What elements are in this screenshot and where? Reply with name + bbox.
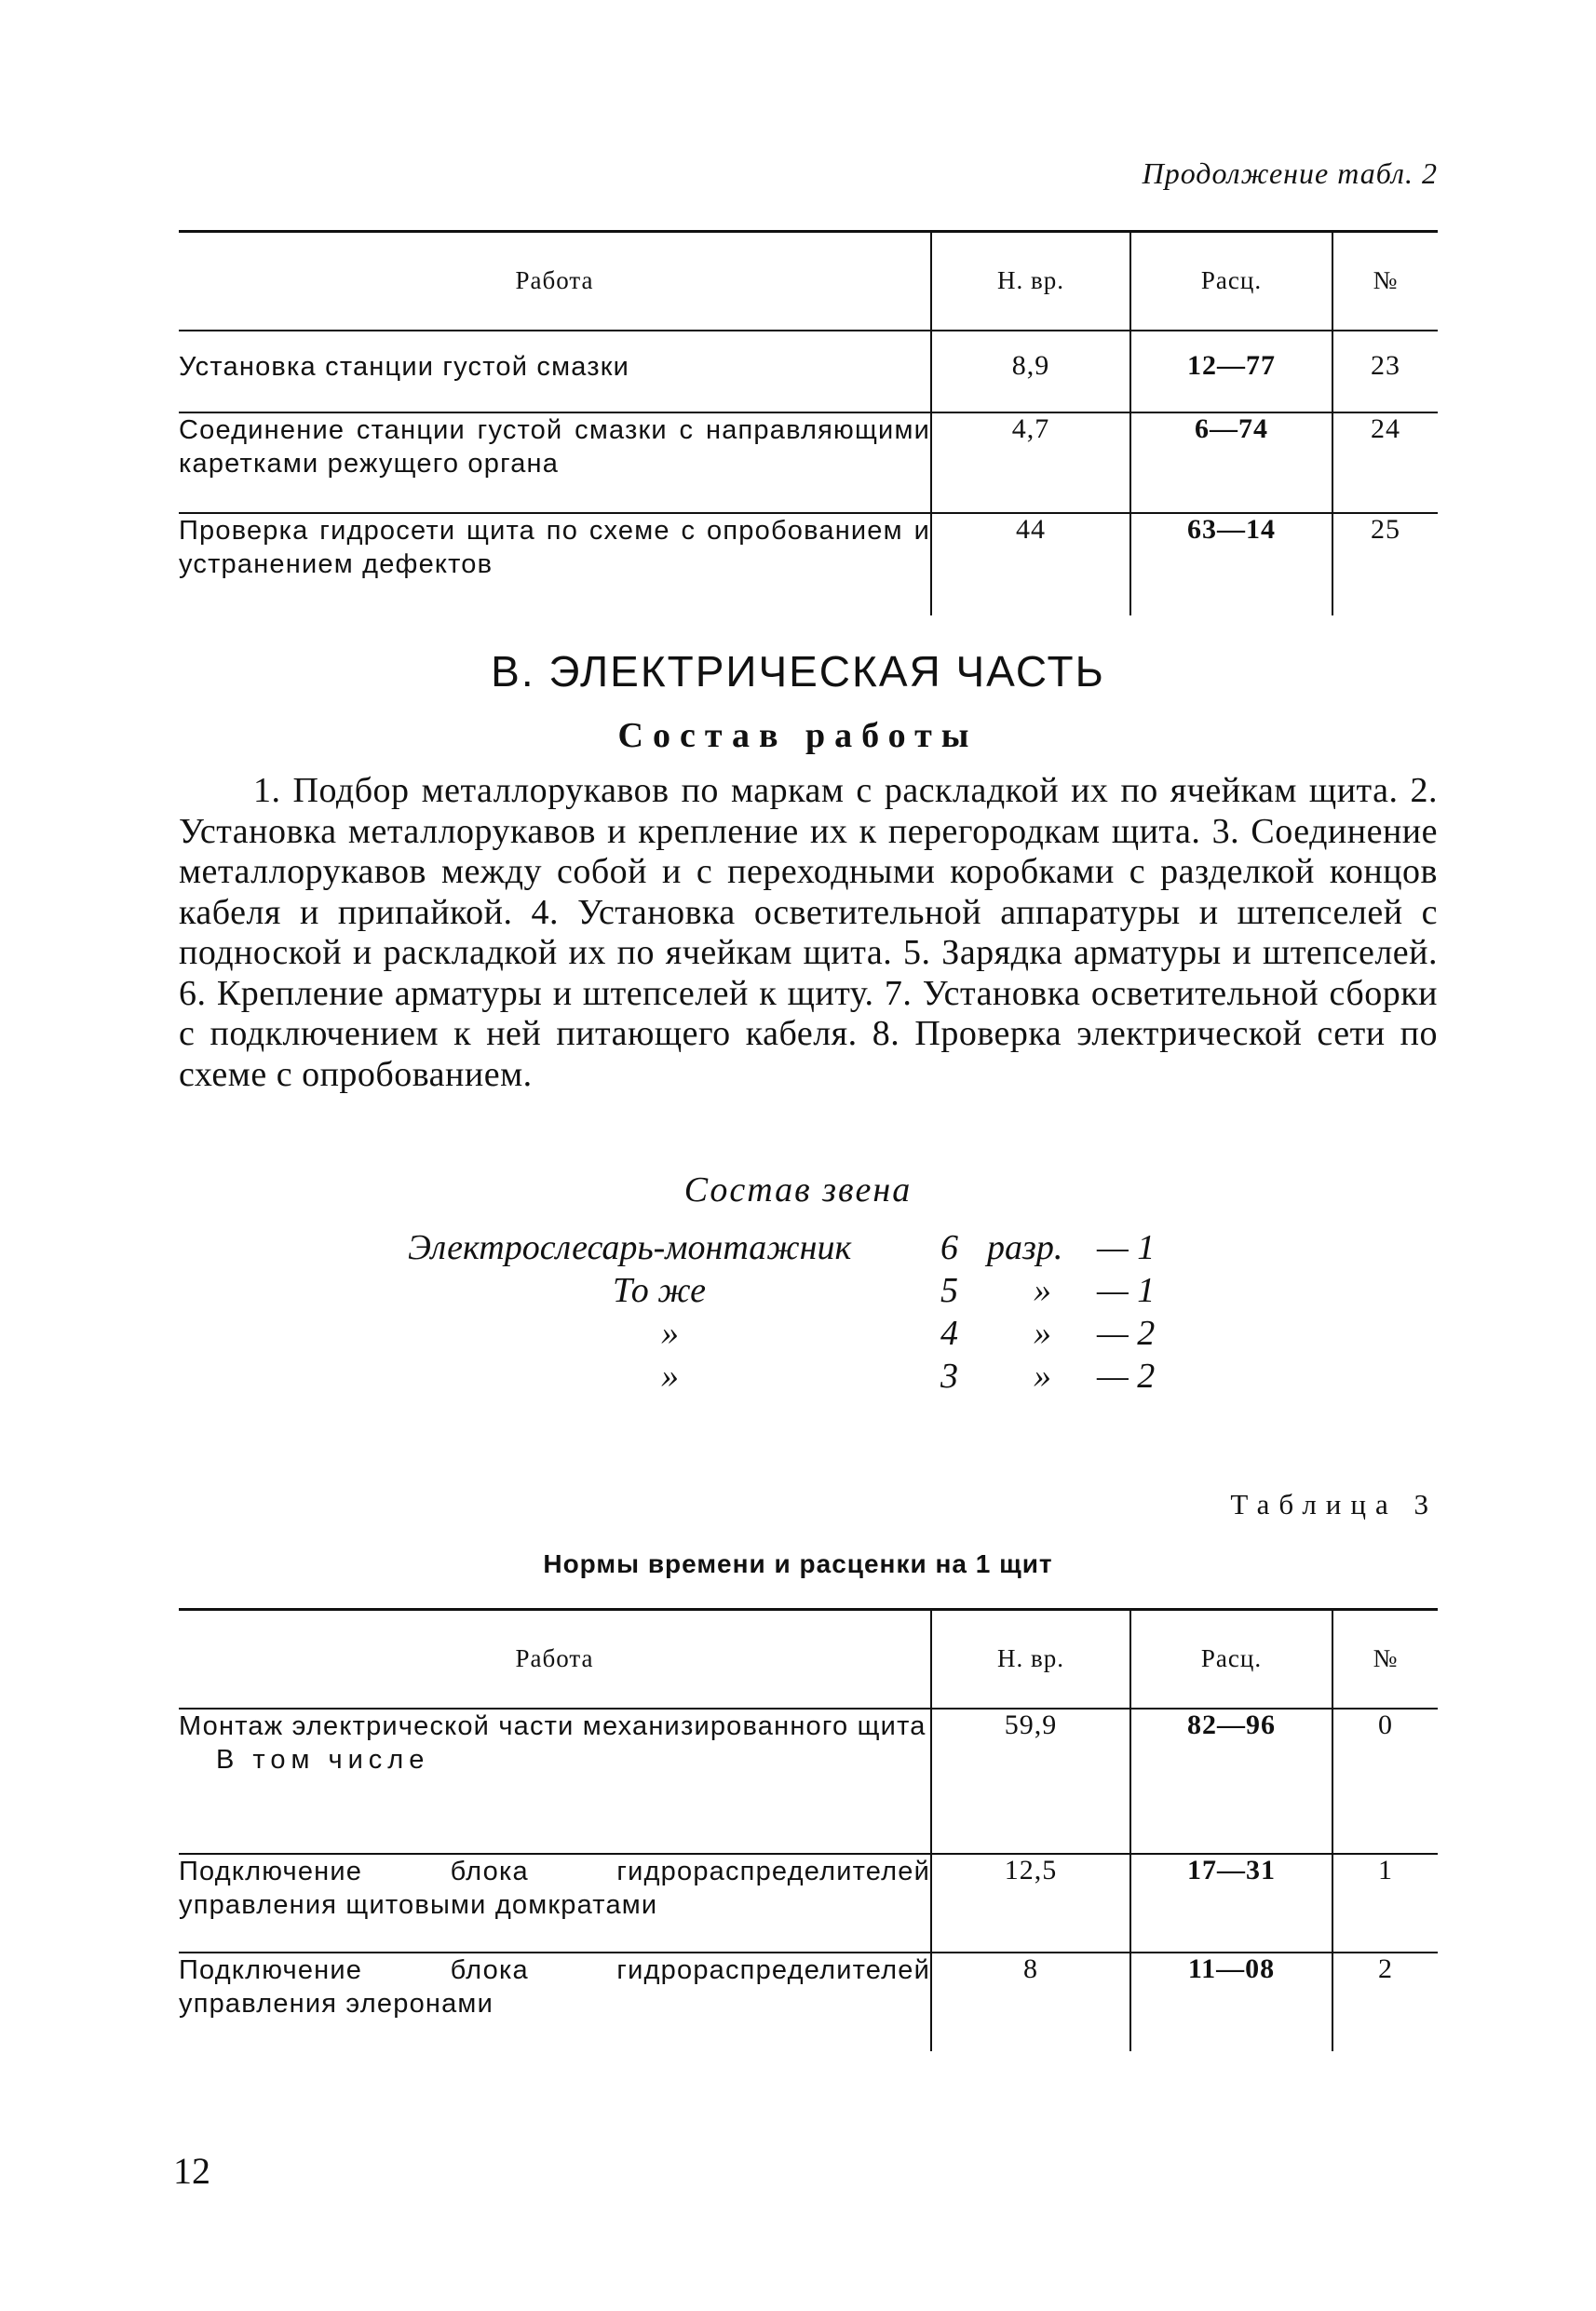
cell-no: 25 xyxy=(1332,513,1438,615)
crew-role: » xyxy=(661,1314,679,1353)
crew-grade: 3 xyxy=(940,1357,958,1396)
cell-no: 24 xyxy=(1332,412,1438,513)
crew-role: То же xyxy=(613,1271,706,1310)
table-row xyxy=(179,1854,1438,1953)
crew-unit: » xyxy=(1034,1271,1051,1310)
cell-work-text: Монтаж электрической части механизированного щита xyxy=(179,1710,926,1741)
table-row xyxy=(179,513,1438,615)
cell-work: Подключение блока гидрораспределителей управления элеронами xyxy=(179,1953,931,2051)
header-no: № xyxy=(1332,1610,1438,1709)
cell-work-subheading: В том числе xyxy=(216,1744,430,1775)
cell-nvr: 8 xyxy=(931,1953,1130,2051)
cell-rasc: 6—74 xyxy=(1130,412,1332,513)
table-header-row xyxy=(179,1610,1438,1709)
header-nvr: Н. вр. xyxy=(931,1610,1130,1709)
crew-member xyxy=(408,1270,1181,1317)
crew-member xyxy=(408,1227,1181,1274)
cell-no: 1 xyxy=(1332,1854,1438,1953)
crew-grade: 5 xyxy=(940,1271,958,1310)
crew-unit: разр. xyxy=(987,1228,1063,1267)
cell-rasc: 17—31 xyxy=(1130,1854,1332,1953)
cell-work xyxy=(179,1709,931,1854)
cell-nvr: 8,9 xyxy=(931,331,1130,412)
header-no: № xyxy=(1332,232,1438,331)
crew-member xyxy=(408,1313,1181,1359)
crew-unit: » xyxy=(1034,1357,1051,1396)
cell-work: Подключение блока гидрораспределителей управления щитовыми домкратами xyxy=(179,1854,931,1953)
crew-member xyxy=(408,1356,1181,1402)
cell-work: Установка станции густой смазки xyxy=(179,331,931,412)
crew-title: Состав звена xyxy=(683,1170,913,1210)
cell-nvr: 59,9 xyxy=(931,1709,1130,1854)
header-nvr: Н. вр. xyxy=(931,232,1130,331)
continuation-label: Продолжение табл. 2 xyxy=(1142,156,1438,190)
cell-rasc: 82—96 xyxy=(1130,1709,1332,1854)
header-work: Работа xyxy=(179,232,931,331)
cell-rasc: 12—77 xyxy=(1130,331,1332,412)
cell-no: 23 xyxy=(1332,331,1438,412)
cell-rasc: 63—14 xyxy=(1130,513,1332,615)
crew-count: — 1 xyxy=(1097,1271,1156,1310)
table-2-continuation xyxy=(179,230,1438,615)
table-row xyxy=(179,1709,1438,1854)
header-rasc: Расц. xyxy=(1130,232,1332,331)
table-row xyxy=(179,331,1438,412)
page-number: 12 xyxy=(173,2150,210,2192)
crew-role: Электрослесарь-монтажник xyxy=(408,1228,852,1267)
table-3-label: Таблица 3 xyxy=(1230,1488,1438,1520)
cell-work: Проверка гидросети щита по схеме с опробованием и устранением дефектов xyxy=(179,513,931,615)
cell-nvr: 12,5 xyxy=(931,1854,1130,1953)
crew-role: » xyxy=(661,1357,679,1396)
table-3 xyxy=(179,1608,1438,2051)
table-header-row xyxy=(179,232,1438,331)
crew-grade: 4 xyxy=(940,1314,958,1353)
crew-count: — 2 xyxy=(1097,1357,1156,1396)
header-work: Работа xyxy=(179,1610,931,1709)
crew-unit: » xyxy=(1034,1314,1051,1353)
table-3-caption: Нормы времени и расценки на 1 щит xyxy=(543,1549,1053,1578)
header-rasc: Расц. xyxy=(1130,1610,1332,1709)
cell-work: Соединение станции густой смазки с направляющими каретками режущего органа xyxy=(179,412,931,513)
section-subtitle: Состав работы xyxy=(617,716,979,755)
paragraph-text: 1. Подбор металлорукавов по маркам с раскладкой их по ячейкам щита. 2. Установка металлорукавов и крепление их к перегородкам щита. 3. Соединение металлорукавов между собой и с переходными коробками с разделкой концов кабеля и припайкой. 4. Установка осветительной аппаратуры и штепселей с подноской и раскладкой их по ячейкам щита. 5. Зарядка арматуры и штепселей. 6. Крепление арматуры и штепселей к щиту. 7. Установка осветительной сборки с подключением к ней питающего кабеля. 8. Проверка электрической сети по схеме с опробованием. xyxy=(179,771,1438,1094)
cell-rasc: 11—08 xyxy=(1130,1953,1332,2051)
section-title: В. ЭЛЕКТРИЧЕСКАЯ ЧАСТЬ xyxy=(491,647,1105,696)
crew-grade: 6 xyxy=(940,1228,958,1267)
table-row xyxy=(179,412,1438,513)
cell-no: 2 xyxy=(1332,1953,1438,2051)
cell-nvr: 44 xyxy=(931,513,1130,615)
cell-nvr: 4,7 xyxy=(931,412,1130,513)
crew-count: — 1 xyxy=(1097,1228,1156,1267)
crew-count: — 2 xyxy=(1097,1314,1156,1353)
table-row xyxy=(179,1953,1438,2051)
work-composition-paragraph xyxy=(179,771,1438,1095)
cell-no: 0 xyxy=(1332,1709,1438,1854)
